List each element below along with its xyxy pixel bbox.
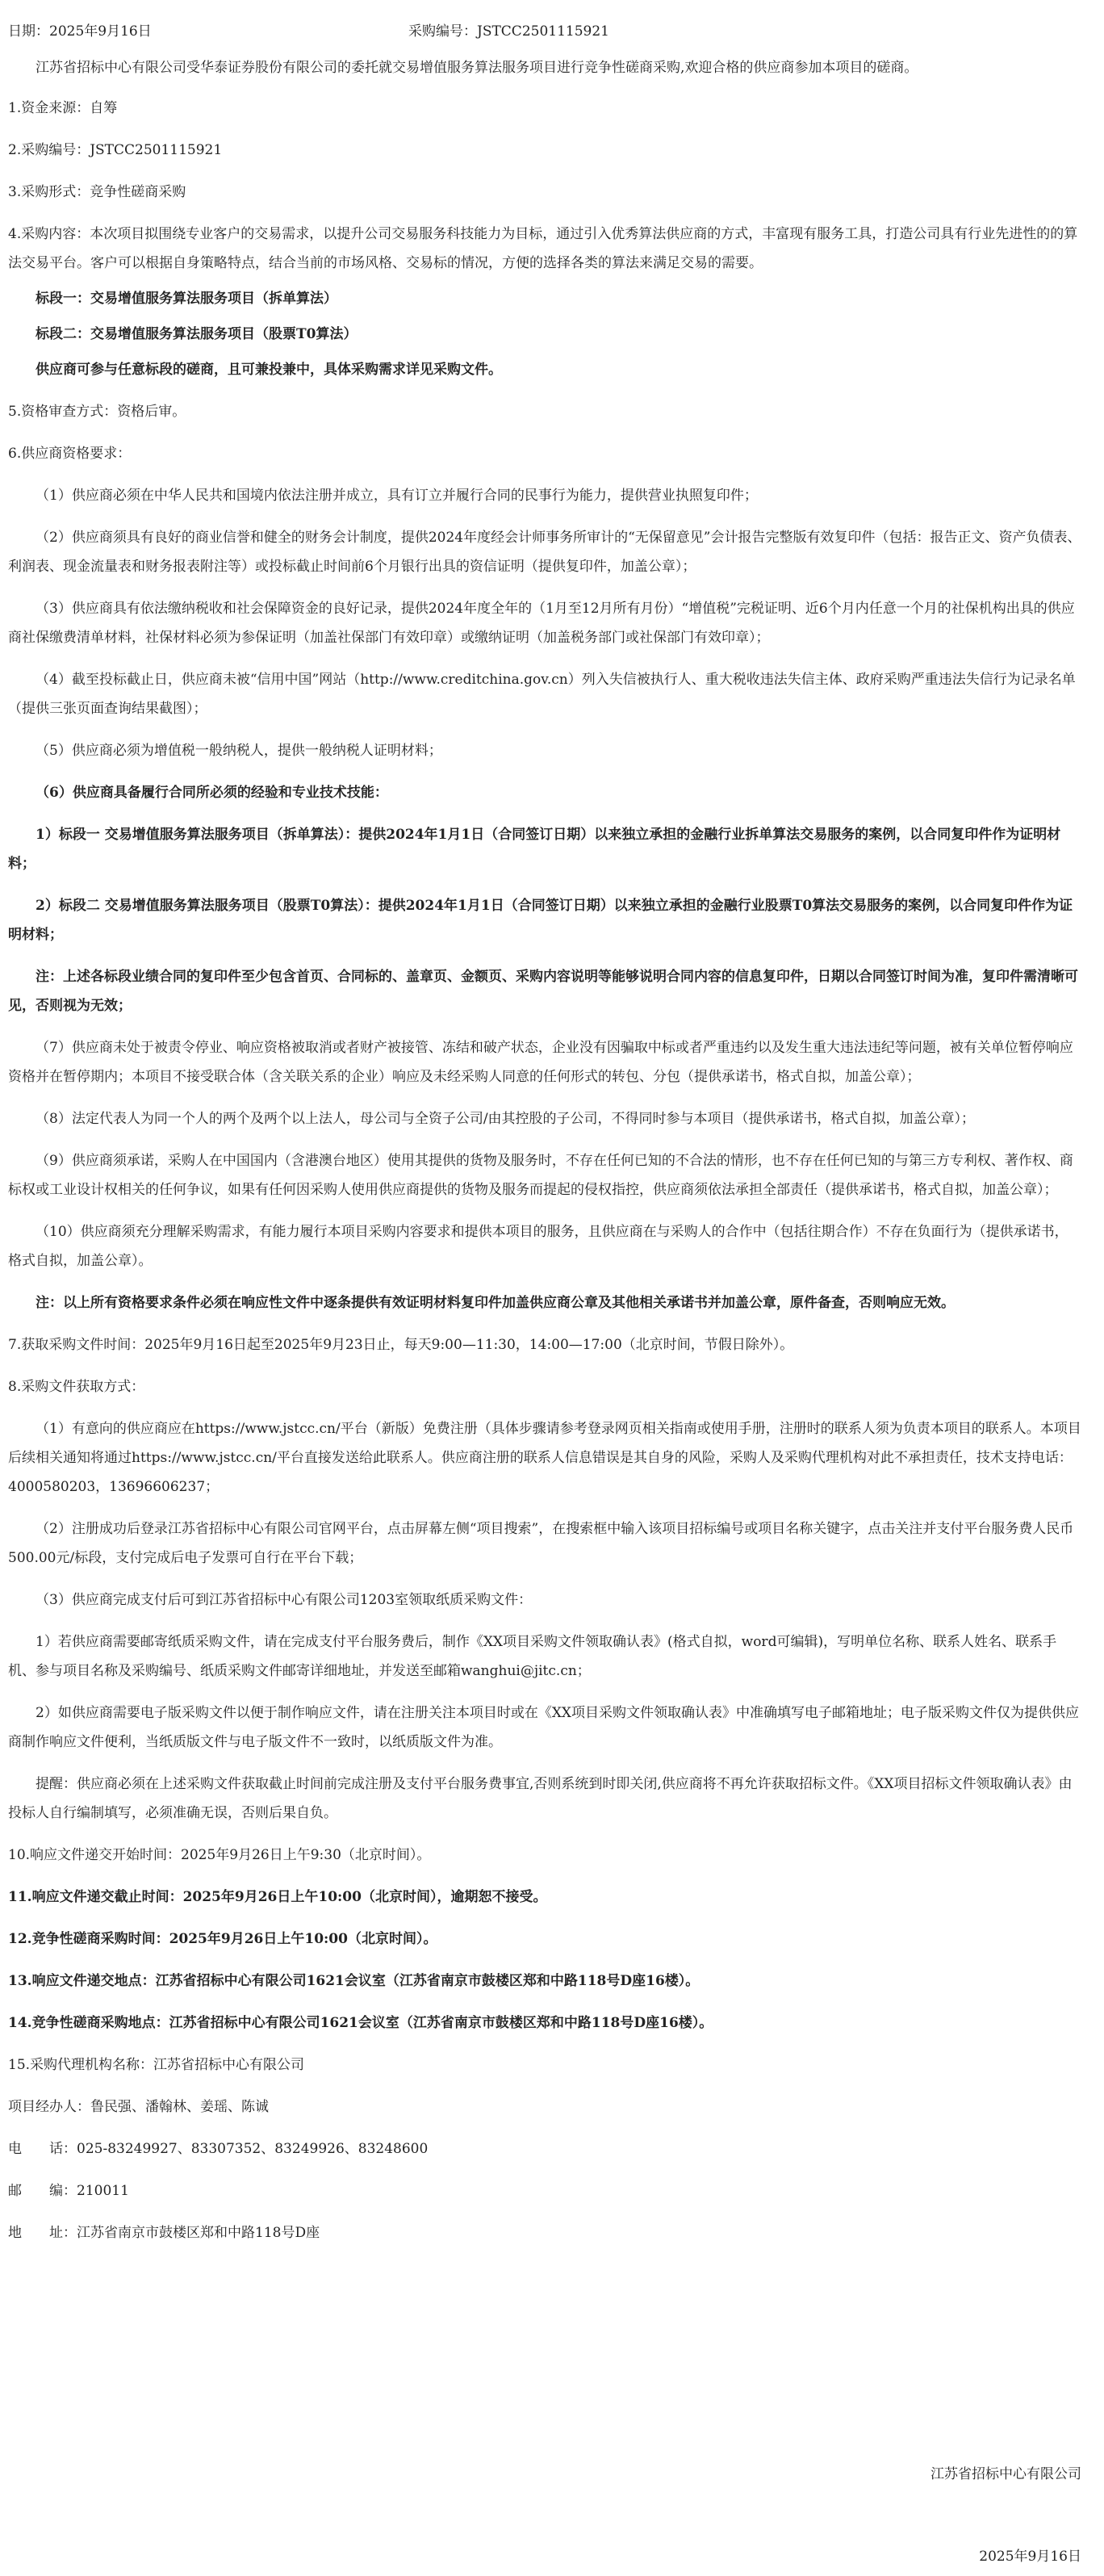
qualification-subitem: 1）标段一 交易增值服务算法服务项目（拆单算法）：提供2024年1月1日（合同签订日期）以来独立承担的金融行业拆单算法交易服务的案例，以合同复印件作为证明材料； — [8, 827, 1061, 872]
method-item: （3）供应商完成支付后可到江苏省招标中心有限公司1203室领取纸质采购文件： — [36, 1592, 533, 1608]
qualification-item: （3）供应商具有依法缴纳税收和社会保障资金的良好记录，提供2024年度全年的（1月至12月所有月份）“增值税”完税证明、近6个月内任意一个月的社保机构出具的供应商社保缴费清单材料，社保材料必须为参保证明（加盖社保部门有效印章）或缴纳证明（加盖税务部门或社保部门有效印章）； — [8, 601, 1075, 646]
qualification-item: （10）供应商须充分理解采购需求，有能力履行本项目采购内容要求和提供本项目的服务，且供应商在与采购人的合作中（包括往期合作）不存在负面行为（提供承诺书，格式自拟，加盖公章）。 — [8, 1224, 1068, 1269]
contact-address-label: 地 址： — [8, 2225, 77, 2241]
contact-phone-label: 电 话： — [8, 2141, 77, 2157]
contact-address — [8, 2218, 1081, 2247]
method-reminder: 提醒：供应商必须在上述采购文件获取截止时间前完成注册及支付平台服务费事宜,否则系统到时即关闭,供应商将不再允许获取招标文件。《XX项目招标文件领取确认表》由投标人自行编制填写，必须准确无误，否则后果自负。 — [8, 1776, 1073, 1821]
lot-one: 标段一：交易增值服务算法服务项目（拆单算法） — [36, 291, 337, 307]
section-submit-start: 10.响应文件递交开始时间：2025年9月26日上午9:30（北京时间）。 — [8, 1847, 431, 1863]
section-content: 4.采购内容：本次项目拟围绕专业客户的交易需求，以提升公司交易服务科技能力为目标，通过引入优秀算法供应商的方式，丰富现有服务工具，打造公司具有行业先进性的的算法交易平台。客户可以根据自身策略特点，结合当前的市场风格、交易标的情况，方便的选择各类的算法来满足交易的需要。 — [8, 226, 1078, 271]
section-submit-deadline: 11.响应文件递交截止时间：2025年9月26日上午10:00（北京时间），逾期恕不接受。 — [8, 1889, 547, 1905]
qualification-footnote: 注：以上所有资格要求条件必须在响应性文件中逐条提供有效证明材料复印件加盖供应商公章及其他相关承诺书并加盖公章，原件备查，否则响应无效。 — [36, 1295, 955, 1311]
section-form: 3.采购形式：竞争性磋商采购 — [8, 184, 186, 200]
footer-date: 2025年9月16日 — [979, 2549, 1081, 2565]
contact-phone — [8, 2134, 1081, 2163]
section-consultation-time: 12.竞争性磋商采购时间：2025年9月26日上午10:00（北京时间）。 — [8, 1931, 437, 1947]
qualification-subitem: 2）标段二 交易增值服务算法服务项目（股票T0算法）：提供2024年1月1日（合同签订日期）以来独立承担的金融行业股票T0算法交易服务的案例，以合同复印件作为证明材料； — [8, 898, 1073, 943]
section-submit-place: 13.响应文件递交地点：江苏省招标中心有限公司1621会议室（江苏省南京市鼓楼区郑和中路118号D座16楼）。 — [8, 1973, 700, 1989]
method-subitem: 1）若供应商需要邮寄纸质采购文件，请在完成支付平台服务费后，制作《XX项目采购文件领取确认表》(格式自拟，word可编辑)，写明单位名称、联系人姓名、联系手机、参与项目名称及采购编号、纸质采购文件邮寄详细地址，并发送至邮箱wanghui@jitc.cn； — [8, 1634, 1057, 1679]
section-agency: 15.采购代理机构名称：江苏省招标中心有限公司 — [8, 2057, 305, 2073]
section-consultation-place: 14.竞争性磋商采购地点：江苏省招标中心有限公司1621会议室（江苏省南京市鼓楼区郑和中路118号D座16楼）。 — [8, 2015, 713, 2031]
section-funding: 1.资金来源：自筹 — [8, 100, 118, 116]
qualification-item: （8）法定代表人为同一个人的两个及两个以上法人，母公司与全资子公司/由其控股的子公司，不得同时参与本项目（提供承诺书，格式自拟，加盖公章）； — [36, 1111, 976, 1127]
section-review: 5.资格审查方式：资格后审。 — [8, 404, 186, 420]
qualification-item: （2）供应商须具有良好的商业信誉和健全的财务会计制度，提供2024年度经会计师事务所审计的“无保留意见”会计报告完整版有效复印件（包括：报告正文、资产负债表、利润表、现金流量表和财务报表附注等）或投标截止时间前6个月银行出具的资信证明（提供复印件，加盖公章）； — [8, 530, 1081, 575]
qualification-item: （5）供应商必须为增值税一般纳税人，提供一般纳税人证明材料； — [36, 743, 442, 759]
section-doc-time: 7.获取采购文件时间：2025年9月16日起至2025年9月23日止，每天9:00—11:30，14:00—17:00（北京时间，节假日除外）。 — [8, 1337, 794, 1353]
footer-organization: 江苏省招标中心有限公司 — [930, 2466, 1081, 2482]
contact-phone-value: 025-83249927、83307352、83249926、83248600 — [77, 2141, 429, 2157]
announcement-body — [8, 53, 1081, 2260]
qualification-item: （6）供应商具备履行合同所必须的经验和专业技术技能： — [36, 785, 388, 801]
method-subitem: 2）如供应商需要电子版采购文件以便于制作响应文件，请在注册关注本项目时或在《XX项目采购文件领取确认表》中准确填写电子邮箱地址；电子版采购文件仅为提供供应商制作响应文件便利，当纸质版文件与电子版文件不一致时，以纸质版文件为准。 — [8, 1705, 1080, 1750]
document-header — [8, 19, 1081, 39]
contact-address-value: 江苏省南京市鼓楼区郑和中路118号D座 — [77, 2225, 320, 2241]
header-date: 日期：2025年9月16日 — [8, 23, 152, 40]
contact-zip — [8, 2176, 1081, 2205]
section-code: 2.采购编号：JSTCC2501115921 — [8, 142, 223, 158]
qualification-note: 注：上述各标段业绩合同的复印件至少包含首页、合同标的、盖章页、金额页、采购内容说明等能够说明合同内容的信息复印件，日期以合同签订时间为准，复印件需清晰可见，否则视为无效； — [8, 969, 1078, 1014]
section-qualification: 6.供应商资格要求： — [8, 446, 132, 462]
method-item: （2）注册成功后登录江苏省招标中心有限公司官网平台，点击屏幕左侧“项目搜索”，在搜索框中输入该项目招标编号或项目名称关键字，点击关注并支付平台服务费人民币500.00元/标段，支付完成后电子发票可自行在平台下载； — [8, 1521, 1074, 1566]
contact-zip-label: 邮 编： — [8, 2183, 77, 2199]
contact-managers: 项目经办人：鲁民强、潘翰林、姜瑶、陈诚 — [8, 2099, 269, 2115]
qualification-item: （4）截至投标截止日，供应商未被“信用中国”网站（http://www.creditchina.gov.cn）列入失信被执行人、重大税收违法失信主体、政府采购严重违法失信行为记录名单（提供三张页面查询结果截图）； — [8, 672, 1076, 717]
lot-note: 供应商可参与任意标段的磋商，且可兼投兼中，具体采购需求详见采购文件。 — [36, 362, 502, 378]
qualification-item: （7）供应商未处于被责令停业、响应资格被取消或者财产被接管、冻结和破产状态，企业没有因骗取中标或者严重违约以及发生重大违法违纪等问题，被有关单位暂停响应资格并在暂停期内；本项目不接受联合体（含关联关系的企业）响应及未经采购人同意的任何形式的转包、分包（提供承诺书，格式自拟，加盖公章）； — [8, 1040, 1073, 1085]
qualification-item: （9）供应商须承诺，采购人在中国国内（含港澳台地区）使用其提供的货物及服务时，不存在任何已知的不合法的情形，也不存在任何已知的与第三方专利权、著作权、商标权或工业设计权相关的任何争议，如果有任何因采购人使用供应商提供的货物及服务而提起的侵权指控，供应商须依法承担全部责任（提供承诺书，格式自拟，加盖公章）； — [8, 1153, 1073, 1198]
section-doc-method: 8.采购文件获取方式： — [8, 1379, 145, 1395]
qualification-item: （1）供应商必须在中华人民共和国境内依法注册并成立，具有订立并履行合同的民事行为能力，提供营业执照复印件； — [36, 488, 758, 504]
method-item: （1）有意向的供应商应在https://www.jstcc.cn/平台（新版）免费注册（具体步骤请参考登录网页相关指南或使用手册，注册时的联系人须为负责本项目的联系人。本项目后续相关通知将通过https://www.jstcc.cn/平台直接发送给此联系人。供应商注册的联系人信息错误是其自身的风险，采购人及采购代理机构对此不承担责任，技术支持电话：4000580203，13696606237； — [8, 1421, 1081, 1495]
intro-paragraph: 江苏省招标中心有限公司受华泰证券股份有限公司的委托就交易增值服务算法服务项目进行竞争性磋商采购,欢迎合格的供应商参加本项目的磋商。 — [36, 60, 918, 76]
lot-two: 标段二：交易增值服务算法服务项目（股票T0算法） — [36, 326, 358, 342]
header-procurement-code: 采购编号：JSTCC2501115921 — [408, 23, 609, 40]
contact-zip-value: 210011 — [77, 2183, 129, 2199]
